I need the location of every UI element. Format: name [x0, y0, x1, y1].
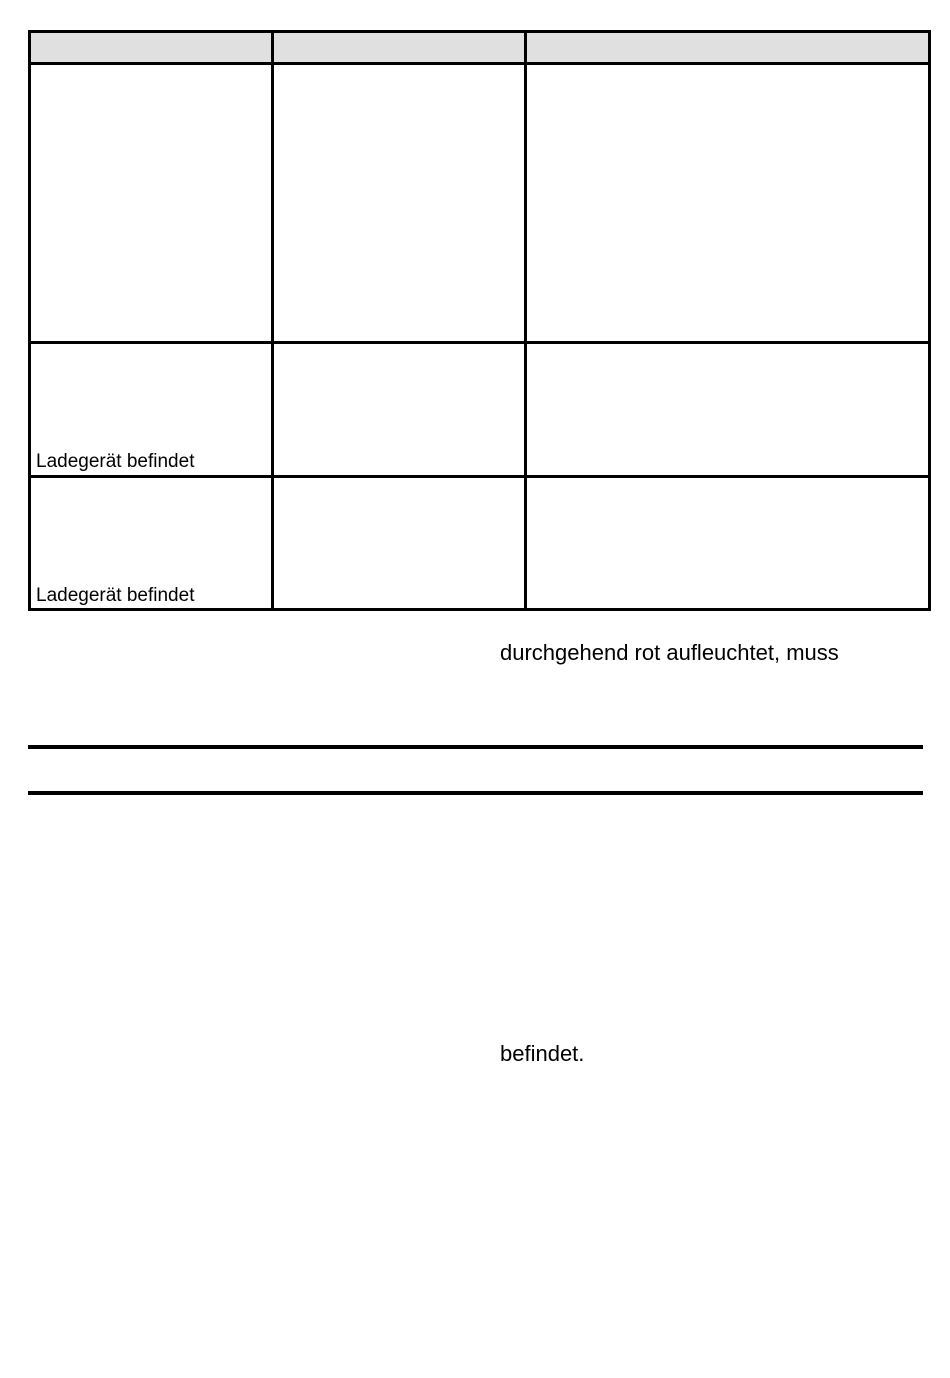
table-border-bottom [28, 608, 931, 611]
section-rule-bottom [28, 791, 923, 795]
table-border-top [28, 30, 931, 33]
position-note-text: befindet. [500, 1041, 585, 1066]
table-row-divider [28, 475, 931, 478]
section-rule-top [28, 745, 923, 749]
led-note-text: durchgehend rot aufleuchtet, muss [500, 640, 839, 665]
troubleshooting-table [28, 30, 931, 611]
table-column-divider [271, 30, 274, 611]
table-header-row [28, 30, 931, 64]
table-cell-row3-col1: Ladegerät befindet [36, 585, 195, 606]
table-border-left [28, 30, 31, 611]
table-header-divider [28, 62, 931, 65]
table-border-right [928, 30, 931, 611]
table-cell-row2-col1: Ladegerät befindet [36, 451, 195, 472]
table-column-divider [524, 30, 527, 611]
table-row-divider [28, 341, 931, 344]
